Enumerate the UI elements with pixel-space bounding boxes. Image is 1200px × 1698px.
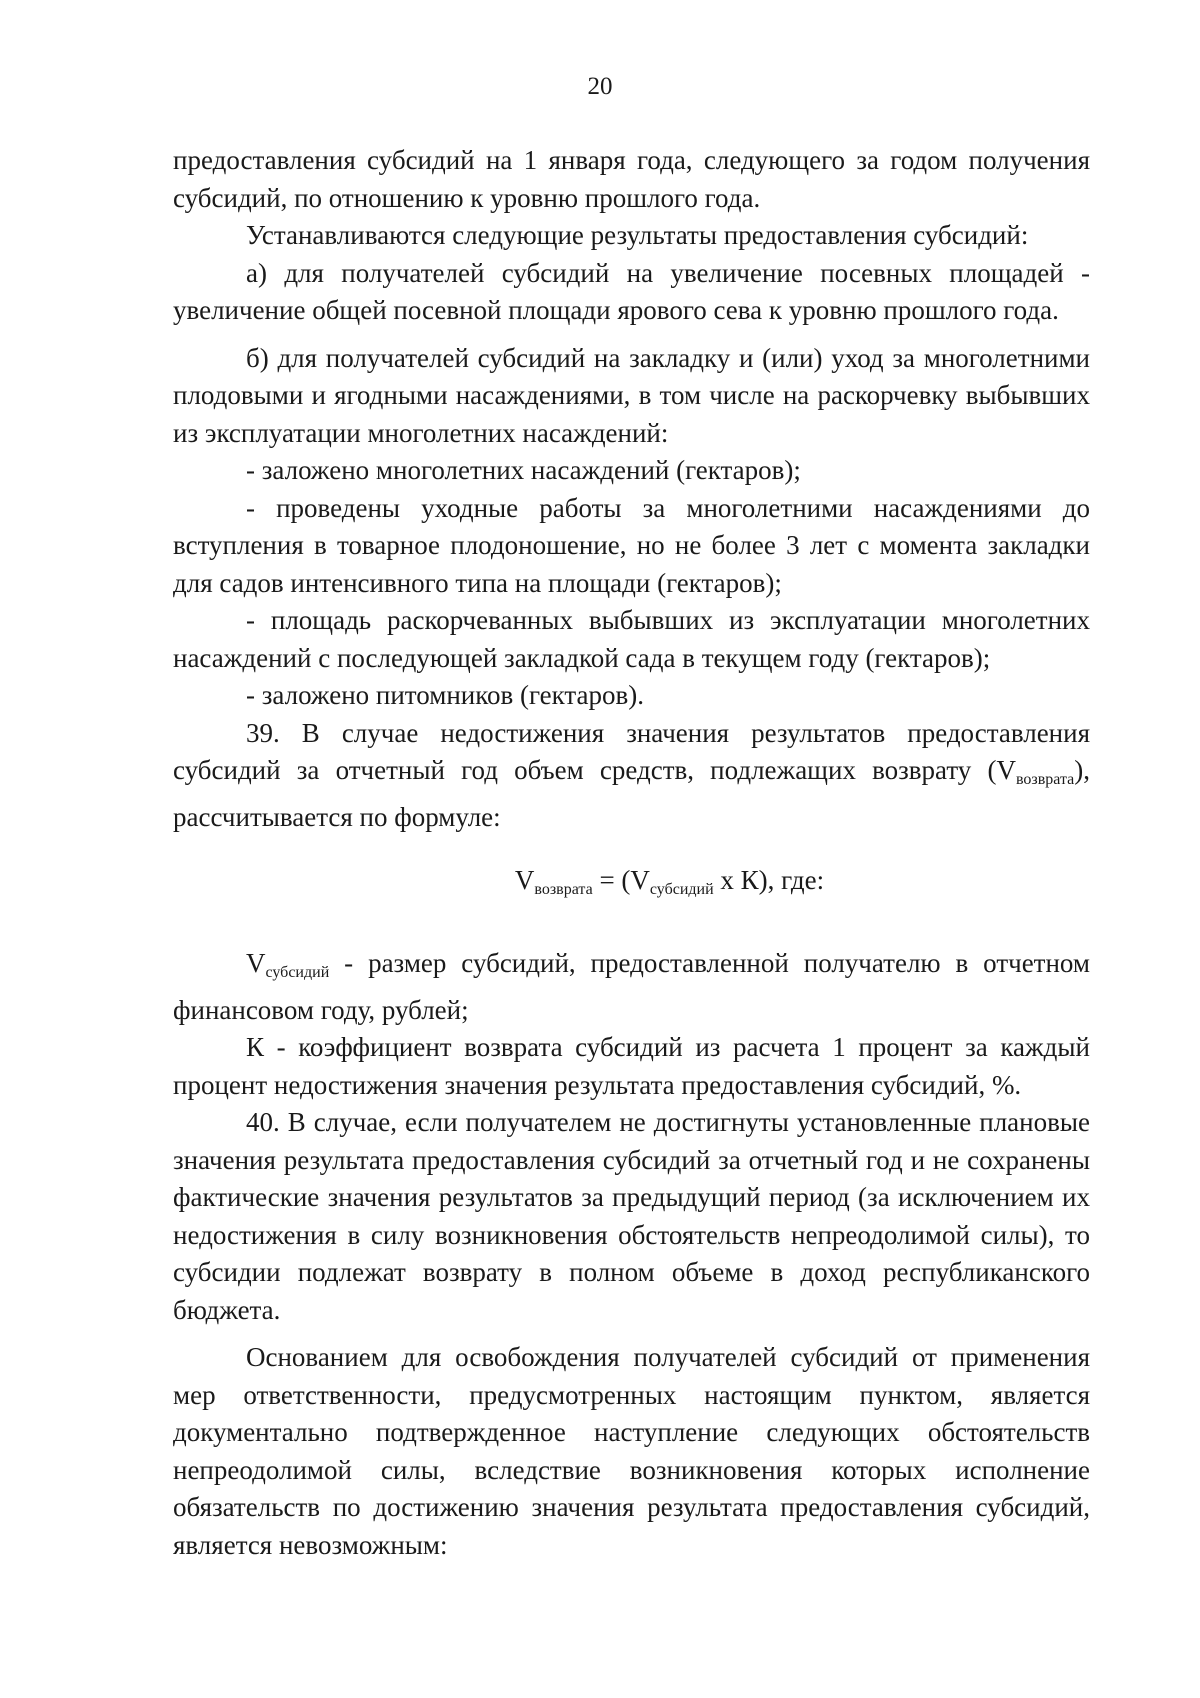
p39-text-before: 39. В случае недостижения значения результатов предоставления субсидий за отчетный год объем средств, подлежащих возврату (V xyxy=(173,717,1090,785)
list-item-planted: - заложено многолетних насаждений (гектаров); xyxy=(246,455,801,485)
formula-equals: = (V xyxy=(592,865,650,895)
formula-v: V xyxy=(514,865,535,895)
paragraph-continuation: предоставления субсидий на 1 января года, следующего за годом получения субсидий, по отношению к уровню прошлого года. xyxy=(173,145,1090,213)
formula-subscript-return: возврата xyxy=(534,881,593,898)
def-v-symbol: V xyxy=(246,948,266,978)
formula-rest: x К), где: xyxy=(713,865,825,895)
paragraph-results-intro: Устанавливаются следующие результаты предоставления субсидий: xyxy=(246,220,1029,250)
definition-k: К - коэффициент возврата субсидий из расчета 1 процент за каждый процент недостижения значения результата предоставления субсидий, %. xyxy=(173,1032,1090,1100)
list-item-maintenance: - проведены уходные работы за многолетними насаждениями до вступления в товарное плодоношение, но не более 3 лет с момента закладки для садов интенсивного типа на площади (гектаров); xyxy=(173,492,1090,598)
paragraph-basis: Основанием для освобождения получателей субсидий от применения мер ответственности, предусмотренных настоящим пунктом, является документально подтвержденное наступление следующих обстоятельств непреодолимой силы, вследствие возникновения которых исполнение обязательств по достижению значения результата предоставления субсидий, является невозможным: xyxy=(173,1342,1090,1560)
return-formula xyxy=(173,862,1090,908)
p39-text-after: ), рассчитывается по формуле: xyxy=(173,755,1090,832)
def-v-subscript: субсидий xyxy=(265,964,330,981)
page-number: 20 xyxy=(587,73,613,100)
paragraph-results-a: а) для получателей субсидий на увеличение посевных площадей - увеличение общей посевной площади ярового сева к уровню прошлого года. xyxy=(173,257,1090,325)
def-v-text: - размер субсидий, предоставленной получателю в отчетном финансовом году, рублей; xyxy=(173,948,1090,1025)
paragraph-40: 40. В случае, если получателем не достигнуты установленные плановые значения результата предоставления субсидий за отчетный год и не сохранены фактические значения результатов за предыдущий период (за исключением их недостижения в силу возникновения обстоятельств непреодолимой силы), то субсидии подлежат возврату в полном объеме в доход республиканского бюджета. xyxy=(173,1107,1090,1325)
paragraph-39 xyxy=(173,715,1090,837)
paragraph-results-b: б) для получателей субсидий на закладку и (или) уход за многолетними плодовыми и ягодными насаждениями, в том числе на раскорчевку выбывших из эксплуатации многолетних насаждений: xyxy=(173,342,1090,448)
p39-subscript: возврата xyxy=(1015,771,1075,788)
list-item-uprooted: - площадь раскорчеванных выбывших из эксплуатации многолетних насаждений с последующей закладкой сада в текущем году (гектаров); xyxy=(173,605,1090,673)
definition-v-subsidy xyxy=(173,945,1090,1029)
list-item-nurseries: - заложено питомников (гектаров). xyxy=(246,680,645,710)
document-body xyxy=(173,142,1090,1564)
formula-subscript-subsidy: субсидий xyxy=(649,881,714,898)
